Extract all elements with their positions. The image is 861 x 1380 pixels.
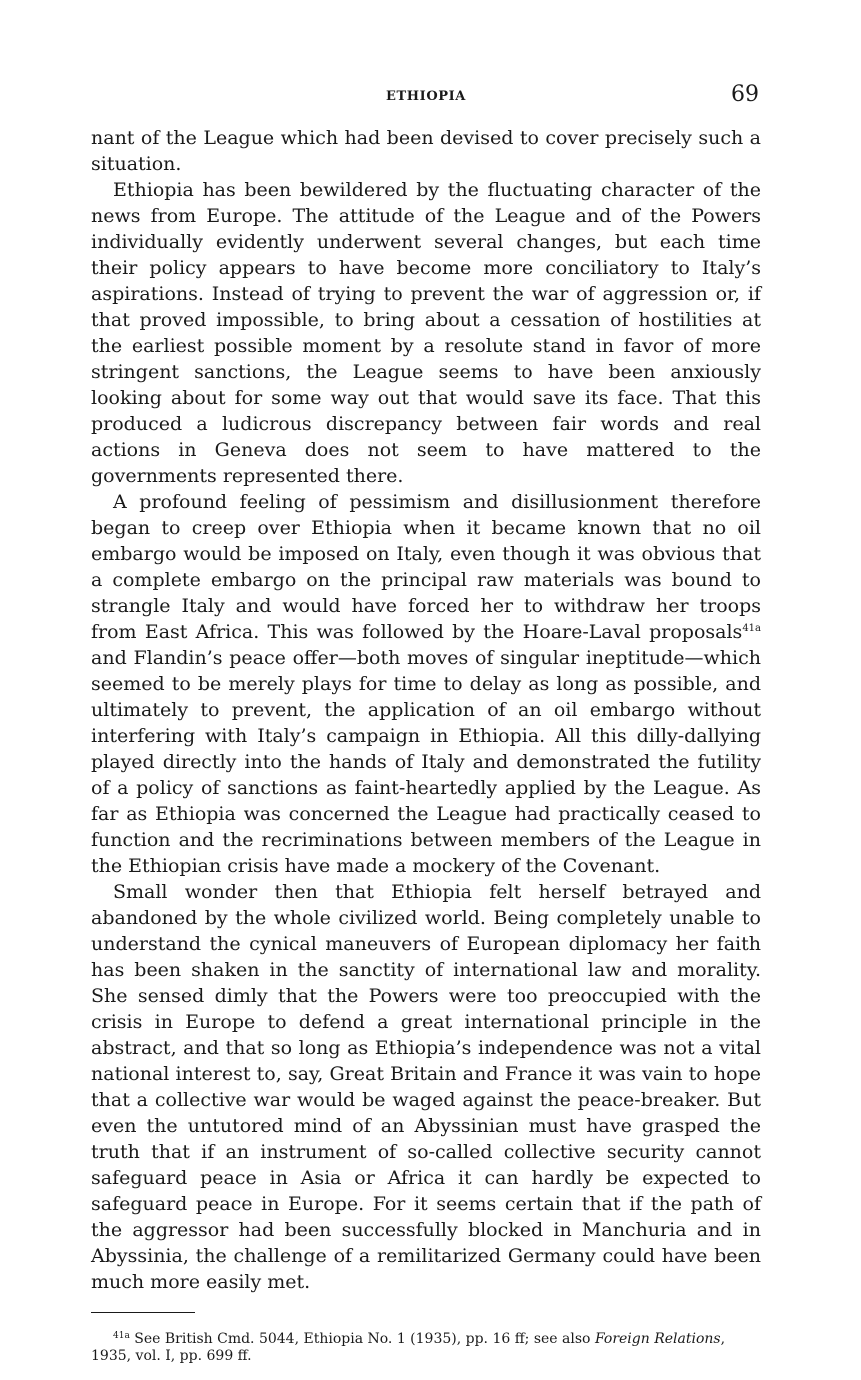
footnote-text-1: See British Cmd. 5044, Ethiopia No. 1 (1935), pp. 16 ff; see also: [129, 1331, 595, 1347]
paragraph-pessimism: [91, 489, 761, 879]
footnote-text-2: , 1935, vol. I, pp. 699 ff.: [91, 1331, 726, 1364]
footnote: [91, 1331, 761, 1365]
body-text: [91, 125, 761, 1295]
footnote-mark: 41a: [113, 1331, 130, 1341]
running-head: [91, 80, 761, 116]
page-number: 69: [731, 82, 759, 107]
running-title: ETHIOPIA: [385, 89, 466, 104]
paragraph-continuation: nant of the League which had been devised to cover precisely such a situation.: [91, 127, 761, 175]
footnote-reference: 41a: [742, 623, 761, 634]
paragraph-bewildered: Ethiopia has been bewildered by the fluctuating character of the news from Europe. The attitude of the League and of the Powers individually evidently underwent several changes, but each time their policy appears to have become more conciliatory to Italy’s aspirations. Instead of trying to prevent the war of aggression or, if that proved impossible, to bring about a cessation of hostilities at the earliest possible moment by a resolute stand in favor of more stringent sanctions, the League seems to have been anxiously looking about for some way out that would save its face. That this produced a ludicrous discrepancy between fair words and real actions in Geneva does not seem to have mattered to the governments represented there.: [91, 179, 761, 487]
book-page: [91, 80, 761, 1365]
paragraph-pessimism-part-2: and Flandin’s peace offer—both moves of singular ineptitude—which seemed to be merely plays for time to delay as long as possible, and ultimately to prevent, the application of an oil embargo without interfering with Italy’s campaign in Ethiopia. All this dilly-dallying played directly into the hands of Italy and demonstrated the futility of a policy of sanctions as faint-heartedly applied by the League. As far as Ethiopia was concerned the League had practically ceased to function and the recriminations between members of the League in the Ethiopian crisis have made a mockery of the Covenant.: [91, 647, 761, 877]
footnote-divider: [91, 1312, 195, 1313]
footnote-italic-title: Foreign Relations: [594, 1331, 721, 1347]
paragraph-small-wonder: Small wonder then that Ethiopia felt herself betrayed and abandoned by the whole civilized world. Being completely unable to understand the cynical maneuvers of European diplomacy her faith has been shaken in the sanctity of international law and morality. She sensed dimly that the Powers were too preoccupied with the crisis in Europe to defend a great international principle in the abstract, and that so long as Ethiopia’s independence was not a vital national interest to, say, Great Britain and France it was vain to hope that a collective war would be waged against the peace-breaker. But even the untutored mind of an Abyssinian must have grasped the truth that if an instrument of so-called collective security cannot safeguard peace in Asia or Africa it can hardly be expected to safeguard peace in Europe. For it seems certain that if the path of the aggressor had been successfully blocked in Manchuria and in Abyssinia, the challenge of a remilitarized Germany could have been much more easily met.: [91, 881, 761, 1293]
paragraph-pessimism-part-1: A profound feeling of pessimism and disillusionment therefore began to creep over Ethiopia when it became known that no oil embargo would be imposed on Italy, even though it was obvious that a complete embargo on the principal raw materials was bound to strangle Italy and would have forced her to withdraw her troops from East Africa. This was followed by the Hoare-Laval proposals: [91, 491, 761, 643]
